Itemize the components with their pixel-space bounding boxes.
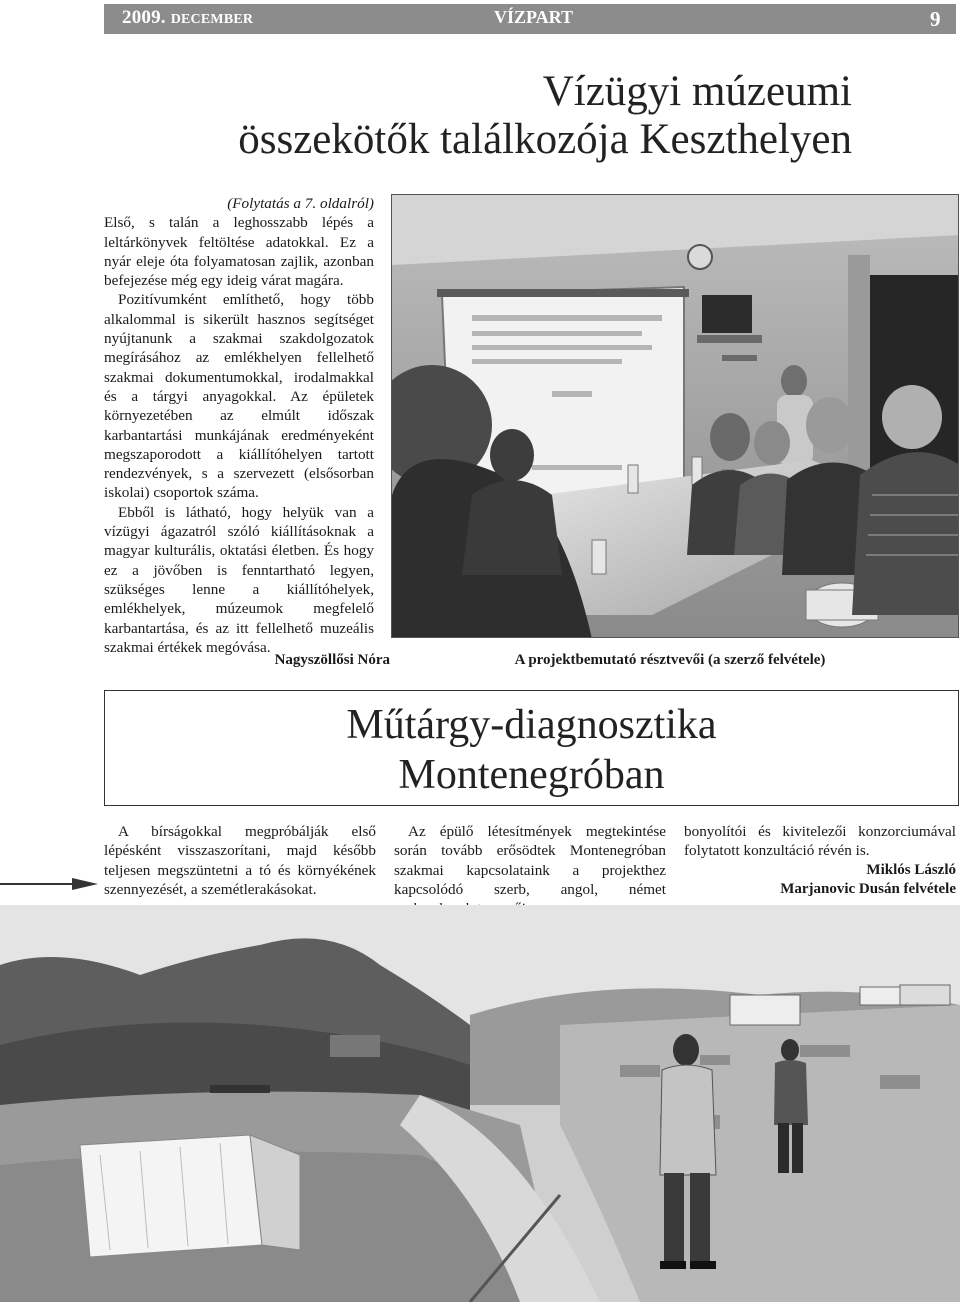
photo1-caption: A projektbemutató résztvevői (a szerző felvétele) [514, 652, 826, 668]
meeting-photo [391, 194, 959, 638]
paragraph: Első, s talán a leghosszabb lépés a leltárkönyvek feltöltése adatokkal. Ez a nyár eleje óta folyamatosan zajlik, azonban befejezése még egy ideig várat magára. [104, 214, 374, 290]
paragraph: Pozitívumként említhető, hogy több alkalommal is sikerült hasznos segítséget nyújtanunk a szakmai szakdolgozatok megírásához az emlékhelyen fellelhető szakmai dokumentumokkal, irodalmakkal és a tárgyi anyagokkal. Az épületek környezetében az elmúlt időszak karbantartási munkájának eredményeként megszaporodott a kiállítóhelyen tartott rendezvények, s a szervezett (elsősorban iskolai) csoportok száma. [104, 291, 374, 502]
article2-author: Miklós László [866, 861, 956, 878]
article1-title: Vízügyi múzeumi összekötők találkozója Keszthelyen [238, 68, 852, 163]
page-header [104, 4, 956, 34]
article2-title: Műtárgy-diagnosztika Montenegróban [346, 702, 717, 798]
paragraph: Az épülő létesítmények megtekintése során tovább erősödtek Montenegróban szakmai kapcsolataink a projekthez kapcsolódó szerb, angol, német [394, 823, 666, 898]
paragraph: Ebből is látható, hogy helyük van a vízügyi ágazatról szóló kiállításoknak a magyar kulturális, oktatási életben. És hogy ez a jövőben is fenntartható legyen, szükséges lenne a kiállítóhelyek, emlékhelyek, múzeumok megfelelő karbantartása, és az itt fellelhető muzeális szakmai értékek megóvása. [104, 503, 374, 656]
paragraph: A bírságokkal megpróbálják első lépésként visszaszorítani, majd később teljesen megszüntetni a tó és környékének szennyezését, a szemétlerakásokat. [104, 823, 376, 898]
article2-column-1 [104, 822, 376, 899]
continued-note: (Folytatás a 7. oldalról) [227, 195, 374, 212]
article1-author: Nagyszöllősi Nóra [274, 652, 390, 668]
photo2-credit: Marjanovic Dusán felvétele [780, 880, 956, 897]
paragraph: bonyolítói és kivitelezői konzorciumával folytatott konzultáció révén is. [684, 823, 956, 860]
right-arrow-icon [0, 876, 98, 892]
construction-site-photo [0, 905, 960, 1302]
magazine-name: VÍZPART [494, 7, 574, 27]
page-number: 9 [930, 7, 941, 31]
article2-column-3 [684, 822, 956, 899]
issue-date: 2009. DECEMBER [122, 7, 254, 28]
article2-column-2 [394, 822, 666, 918]
article1-body [104, 194, 374, 657]
